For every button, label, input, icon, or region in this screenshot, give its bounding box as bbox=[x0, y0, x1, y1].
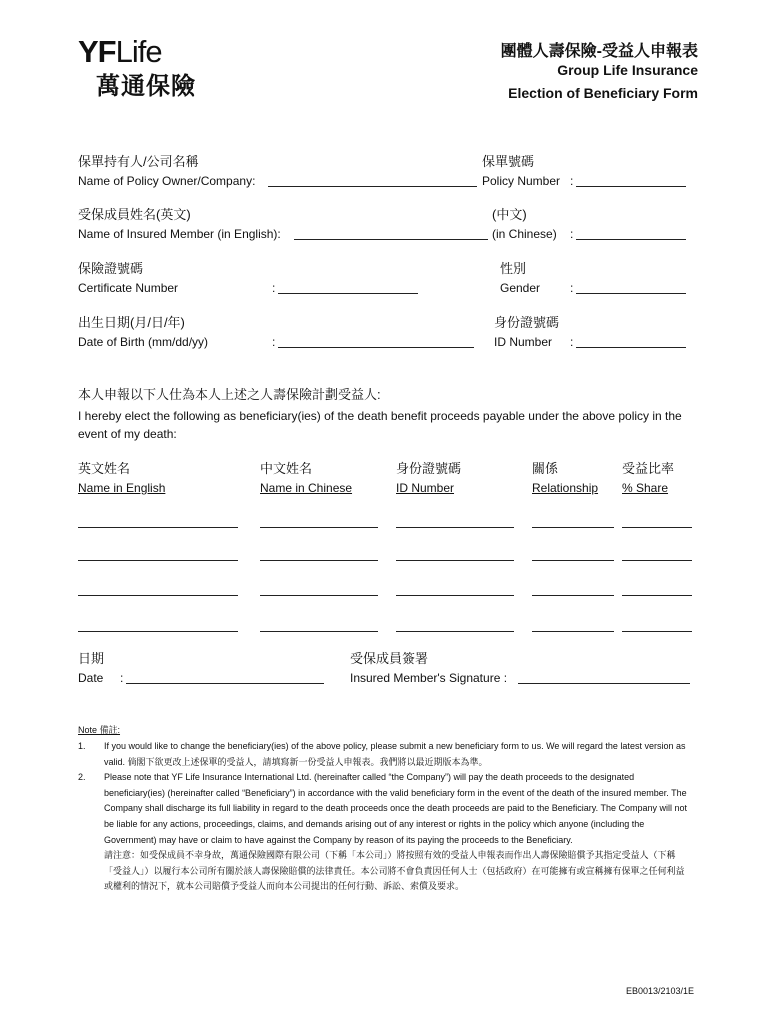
insured-name-english-field[interactable] bbox=[294, 239, 488, 240]
gender-label: Gender bbox=[500, 281, 541, 295]
note-item bbox=[78, 739, 692, 770]
note-number: 2. bbox=[78, 772, 86, 783]
dob-field[interactable] bbox=[278, 347, 474, 348]
notes-heading: Note 備註: bbox=[78, 725, 121, 735]
col-header-en: Name in Chinese bbox=[260, 481, 353, 495]
beneficiary-cell-field[interactable] bbox=[622, 631, 692, 632]
beneficiary-cell-field[interactable] bbox=[532, 631, 614, 632]
form-title-line2: Election of Beneficiary Form bbox=[508, 85, 698, 101]
col-header-en: ID Number bbox=[396, 481, 455, 495]
id-label-zh: 身份證號碼 bbox=[494, 315, 560, 330]
policy-owner-field[interactable] bbox=[268, 186, 477, 187]
beneficiary-cell-field[interactable] bbox=[260, 527, 378, 528]
chinese-label-zh: (中文) bbox=[492, 207, 527, 222]
col-header-zh: 英文姓名 bbox=[78, 461, 131, 476]
gender-label-zh: 性別 bbox=[500, 261, 527, 276]
notes-list bbox=[78, 739, 692, 895]
signature-label: Insured Member's Signature : bbox=[350, 671, 508, 685]
col-header-name-chinese bbox=[260, 458, 352, 495]
beneficiary-cell-field[interactable] bbox=[396, 595, 514, 596]
col-header-zh: 受益比率 bbox=[622, 461, 675, 476]
col-header-zh: 關係 bbox=[532, 461, 559, 476]
colon: : bbox=[570, 281, 574, 295]
dob-label: Date of Birth (mm/dd/yy) bbox=[78, 335, 209, 349]
col-header-name-english bbox=[78, 458, 165, 495]
beneficiary-cell-field[interactable] bbox=[78, 527, 238, 528]
form-title-chinese: 團體人壽保險-受益人申報表 bbox=[500, 43, 698, 60]
logo-chinese: 萬通保險 bbox=[96, 73, 196, 100]
col-header-id-number bbox=[396, 458, 461, 495]
policy-number-label: Policy Number bbox=[482, 174, 561, 188]
gender-field[interactable] bbox=[576, 293, 686, 294]
insured-name-chinese-field[interactable] bbox=[576, 239, 686, 240]
beneficiary-cell-field[interactable] bbox=[396, 631, 514, 632]
note-number: 1. bbox=[78, 741, 86, 751]
declaration-zh: 本人申報以下人仕為本人上述之人壽保險計劃受益人: bbox=[78, 387, 381, 402]
colon: : bbox=[272, 335, 276, 349]
beneficiary-cell-field[interactable] bbox=[396, 527, 514, 528]
logo-yf: YF bbox=[78, 34, 116, 69]
beneficiary-cell-field[interactable] bbox=[622, 560, 692, 561]
col-header-en: Relationship bbox=[532, 481, 599, 495]
note-text: Please note that YF Life Insurance International Ltd. (hereinafter called “the Company”) will pay the death proceeds to the designated beneficiary(ies) (hereinafter called “Beneficiary”) in accordance with the valid beneficiary form in the event of the death of the insured member. The Company shall discharge its full liability in regard to the death proceeds once the death proceeds are paid to the Beneficiary. The Company will not be liable for any actions, proceedings, claims, and demands arising out of any interest or rights in the policy which anyone (including the Government) may have or claim to have against the Company by reason of its paying the proceeds to the Beneficiary. bbox=[104, 772, 688, 845]
date-label: Date bbox=[78, 671, 104, 685]
col-header-share bbox=[622, 458, 674, 495]
col-header-zh: 中文姓名 bbox=[260, 461, 313, 476]
dob-label-zh: 出生日期(月/日/年) bbox=[78, 315, 185, 330]
id-label: ID Number bbox=[494, 335, 553, 349]
form-reference: EB0013/2103/1E bbox=[625, 986, 694, 996]
policy-owner-label: Name of Policy Owner/Company: bbox=[78, 174, 256, 188]
colon: : bbox=[570, 335, 574, 349]
signature-field[interactable] bbox=[518, 683, 690, 684]
beneficiary-cell-field[interactable] bbox=[78, 560, 238, 561]
logo-wordmark bbox=[78, 36, 162, 67]
col-header-relationship bbox=[532, 458, 598, 495]
logo-life: Life bbox=[115, 34, 162, 69]
beneficiary-cell-field[interactable] bbox=[622, 527, 692, 528]
note-text: If you would like to change the beneficiary(ies) of the above policy, please submit a new beneficiary form to us. We will regard the latest version as valid. 倘閣下欲更改上述保單的受益人，請填寫新一份受益人申報表。我們將以最近期版本為準。 bbox=[104, 741, 686, 767]
id-number-field[interactable] bbox=[576, 347, 686, 348]
beneficiary-cell-field[interactable] bbox=[532, 527, 614, 528]
policy-number-field[interactable] bbox=[576, 186, 686, 187]
chinese-label: (in Chinese) bbox=[492, 227, 557, 241]
col-header-en: Name in English bbox=[78, 481, 166, 495]
beneficiary-cell-field[interactable] bbox=[260, 560, 378, 561]
date-label-zh: 日期 bbox=[78, 651, 105, 666]
colon: : bbox=[272, 281, 276, 295]
policy-owner-label-zh: 保單持有人/公司名稱 bbox=[78, 154, 199, 169]
note-item bbox=[78, 770, 692, 895]
insured-name-label: Name of Insured Member (in English): bbox=[78, 227, 281, 241]
beneficiary-cell-field[interactable] bbox=[532, 595, 614, 596]
beneficiary-cell-field[interactable] bbox=[78, 595, 238, 596]
colon: : bbox=[570, 174, 574, 188]
form-title-line1: Group Life Insurance bbox=[557, 62, 698, 78]
beneficiary-cell-field[interactable] bbox=[532, 560, 614, 561]
insured-name-label-zh: 受保成員姓名(英文) bbox=[78, 207, 191, 222]
signature-label-zh: 受保成員簽署 bbox=[350, 651, 429, 666]
beneficiary-cell-field[interactable] bbox=[396, 560, 514, 561]
note-text-chinese: 請注意：如受保成員不幸身故，萬通保險國際有限公司（下稱「本公司」）將按照有效的受益人申報表而作出人壽保險賠償予其指定受益人（下稱「受益人」）以履行本公司所有關於該人壽保險賠償的法律責任。本公司將不會負責因任何人士（包括政府）在可能擁有或宣稱擁有保單之任何利益或權利的情況下，就本公司賠償予受益人而向本公司提出的任何行動、訴訟、索償及要求。 bbox=[104, 850, 685, 892]
beneficiary-cell-field[interactable] bbox=[260, 595, 378, 596]
beneficiary-cell-field[interactable] bbox=[622, 595, 692, 596]
beneficiary-cell-field[interactable] bbox=[260, 631, 378, 632]
certificate-number-field[interactable] bbox=[278, 293, 418, 294]
colon: : bbox=[570, 227, 574, 241]
date-field[interactable] bbox=[126, 683, 324, 684]
col-header-en: % Share bbox=[622, 481, 669, 495]
col-header-zh: 身份證號碼 bbox=[396, 461, 462, 476]
beneficiary-cell-field[interactable] bbox=[78, 631, 238, 632]
certificate-label: Certificate Number bbox=[78, 281, 179, 295]
certificate-label-zh: 保險證號碼 bbox=[78, 261, 144, 276]
declaration-en: I hereby elect the following as beneficiary(ies) of the death benefit proceeds payable under the above policy in the event of my death: bbox=[78, 409, 682, 441]
colon: : bbox=[120, 671, 124, 685]
policy-number-label-zh: 保單號碼 bbox=[482, 154, 535, 169]
